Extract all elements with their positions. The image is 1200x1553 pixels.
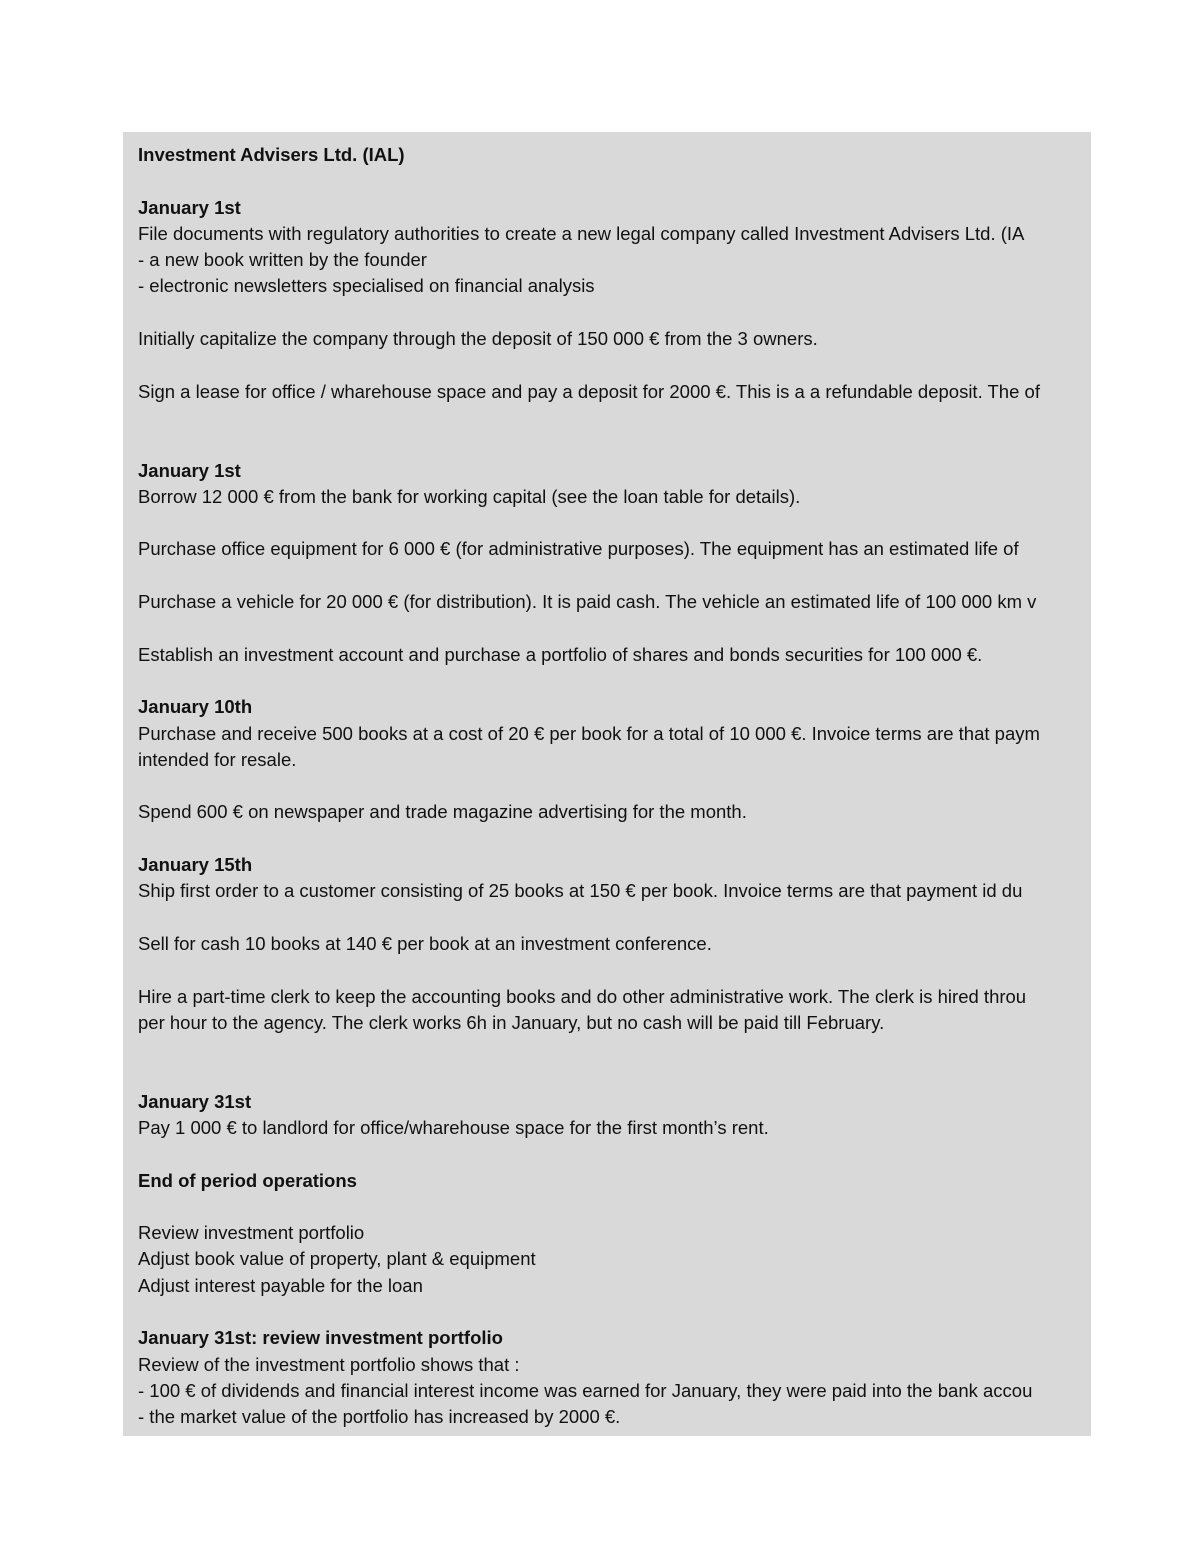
- section-heading-jan-1st-second: January 1st: [138, 459, 241, 481]
- text-line: Purchase office equipment for 6 000 € (for administrative purposes). The equipment has an estimated life of: [138, 538, 1019, 560]
- spacer: [138, 957, 1091, 983]
- section-heading-end-of-period: End of period operations: [138, 1169, 357, 1191]
- spacer: [138, 773, 1091, 799]
- text-line: Sell for cash 10 books at 140 € per book at an investment conference.: [138, 932, 712, 954]
- text-line: Ship first order to a customer consisting of 25 books at 150 € per book. Invoice terms are that payment id du: [138, 880, 1023, 902]
- text-line: Review of the investment portfolio shows that :: [138, 1353, 520, 1375]
- section-heading-review-portfolio: January 31st: review investment portfolio: [138, 1327, 503, 1349]
- document-title: Investment Advisers Ltd. (IAL): [138, 144, 405, 165]
- spacer: [138, 668, 1091, 694]
- spacer: [138, 905, 1091, 931]
- document-content: [138, 142, 1091, 1431]
- spacer: [138, 1036, 1091, 1062]
- list-item: - a new book written by the founder: [138, 249, 427, 271]
- list-item: - electronic newsletters specialised on financial analysis: [138, 275, 595, 297]
- text-line: Pay 1 000 € to landlord for office/wharehouse space for the first month’s rent.: [138, 1116, 769, 1138]
- list-item: - the market value of the portfolio has increased by 2000 €.: [138, 1406, 621, 1428]
- spacer: [138, 431, 1091, 457]
- spacer: [138, 1299, 1091, 1325]
- spacer: [138, 510, 1091, 536]
- spacer: [138, 1194, 1091, 1220]
- text-line: Establish an investment account and purchase a portfolio of shares and bonds securities for 100 000 €.: [138, 643, 983, 665]
- spacer: [138, 826, 1091, 852]
- text-line: File documents with regulatory authorities to create a new legal company called Investment Advisers Ltd. (IA: [138, 222, 1025, 244]
- text-line: Adjust book value of property, plant & equipment: [138, 1248, 536, 1270]
- spacer: [138, 1062, 1091, 1088]
- text-line: Purchase a vehicle for 20 000 € (for distribution). It is paid cash. The vehicle an estimated life of 100 000 km v: [138, 591, 1037, 613]
- section-heading-jan-1st: January 1st: [138, 196, 241, 218]
- spacer: [138, 1141, 1091, 1167]
- text-line: Review investment portfolio: [138, 1222, 365, 1244]
- section-heading-jan-15th: January 15th: [138, 854, 253, 876]
- list-item: - 100 € of dividends and financial interest income was earned for January, they were paid into the bank accou: [138, 1379, 1033, 1401]
- spacer: [138, 168, 1091, 194]
- text-line: per hour to the agency. The clerk works 6h in January, but no cash will be paid till February.: [138, 1011, 885, 1033]
- text-line: Purchase and receive 500 books at a cost of 20 € per book for a total of 10 000 €. Invoice terms are that paym: [138, 722, 1040, 744]
- spacer: [138, 300, 1091, 326]
- text-line: intended for resale.: [138, 748, 297, 770]
- spacer: [138, 615, 1091, 641]
- text-line: Initially capitalize the company through the deposit of 150 000 € from the 3 owners.: [138, 328, 818, 350]
- section-heading-jan-10th: January 10th: [138, 696, 253, 718]
- spacer: [138, 563, 1091, 589]
- text-line: Spend 600 € on newspaper and trade magazine advertising for the month.: [138, 801, 747, 823]
- text-line: Adjust interest payable for the loan: [138, 1274, 423, 1296]
- section-heading-jan-31st: January 31st: [138, 1090, 252, 1112]
- text-line: Hire a part-time clerk to keep the accounting books and do other administrative work. The clerk is hired throu: [138, 985, 1027, 1007]
- spacer: [138, 405, 1091, 431]
- text-line: Sign a lease for office / wharehouse space and pay a deposit for 2000 €. This is a a refundable deposit. The of: [138, 380, 1040, 402]
- spacer: [138, 352, 1091, 378]
- document-sheet: [123, 132, 1091, 1436]
- text-line: Borrow 12 000 € from the bank for working capital (see the loan table for details).: [138, 485, 801, 507]
